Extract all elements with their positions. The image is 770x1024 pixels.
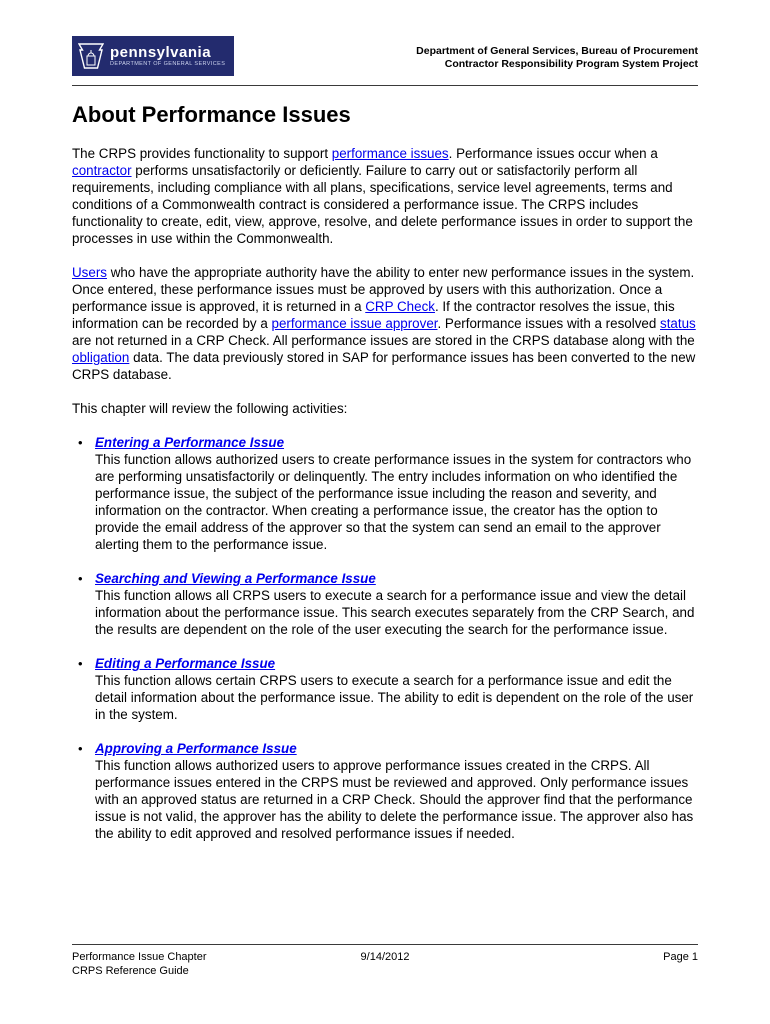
list-item-searching-viewing	[72, 570, 698, 638]
text-segment: The CRPS provides functionality to support	[72, 146, 332, 161]
link-searching-viewing-performance-issue[interactable]: Searching and Viewing a Performance Issue	[95, 571, 376, 586]
inline-link[interactable]: obligation	[72, 350, 130, 365]
footer-guide: CRPS Reference Guide	[72, 965, 189, 977]
header-dept-line2: Contractor Responsibility Program System Project	[444, 58, 698, 70]
text-segment: . Performance issues with a resolved	[437, 316, 661, 331]
link-approving-performance-issue[interactable]: Approving a Performance Issue	[95, 741, 297, 756]
footer-left	[72, 950, 281, 978]
paragraph-1	[72, 145, 698, 247]
document-body	[72, 145, 698, 842]
page-header	[72, 36, 698, 76]
inline-link[interactable]: CRP Check	[365, 299, 435, 314]
link-entering-performance-issue[interactable]: Entering a Performance Issue	[95, 435, 285, 450]
list-item-editing	[72, 655, 698, 723]
footer-date: 9/14/2012	[360, 951, 410, 963]
logo-title: pennsylvania	[110, 43, 212, 61]
paragraph-3: This chapter will review the following activities:	[72, 401, 348, 416]
bullet-icon: •	[78, 571, 83, 586]
page-title: About Performance Issues	[72, 102, 351, 127]
header-department-lines	[416, 45, 698, 71]
list-item-body: This function allows authorized users to create performance issues in the system for contractors who are performing unsatisfactorily or delinquently. The entry includes information on who identified the performance issue, the subject of the performance issue including the reason and severity, and information on the contractor. When creating a performance issue, the creator has the option to provide the email address of the approver so that the system can send an email to the approver alerting them to the performance issue.	[95, 452, 692, 552]
text-segment: performs unsatisfactorily or deficiently. Failure to carry out or satisfactorily perform all requirements, including compliance with all plans, specifications, service level agreements, terms and conditions of a Commonwealth contract is considered a performance issue. The CRPS includes functionality to create, edit, view, approve, resolve, and delete performance issues in order to support the processes in use within the Commonwealth.	[72, 163, 693, 246]
header-rule	[72, 85, 698, 86]
inline-link[interactable]: performance issues	[331, 146, 449, 161]
text-segment: data. The data previously stored in SAP for performance issues has been converted to the new CRPS database.	[72, 350, 696, 382]
text-segment: who have the appropriate authority have the ability to enter new performance issues in the system. Once entered, these performance issues must be approved by users with this authorization. Once a performance issue is approved, it is returned in a	[72, 265, 695, 314]
footer-page-number: Page 1	[663, 951, 699, 963]
keystone-building-icon	[78, 42, 104, 70]
list-item-approving	[72, 740, 698, 842]
inline-link[interactable]: status	[660, 316, 696, 331]
inline-link[interactable]: performance issue approver	[271, 316, 438, 331]
inline-link[interactable]: Users	[72, 265, 107, 280]
list-item-body: This function allows authorized users to approve performance issues created in the CRPS. All performance issues entered in the CRPS must be reviewed and approved. Only performance issues with an approved status are returned in a CRP Check. Should the approver find that the performance issue is not valid, the approver has the ability to delete the performance issue. The approver also has the ability to edit approved and resolved performance issues if needed.	[95, 758, 694, 841]
header-dept-line1: Department of General Services, Bureau of Procurement	[416, 45, 698, 57]
text-segment: . If the contractor resolves the issue, this information can be recorded by a	[72, 299, 675, 331]
bullet-icon: •	[78, 435, 83, 450]
activities-list	[72, 434, 698, 842]
inline-link[interactable]: contractor	[72, 163, 132, 178]
text-segment: . Performance issues occur when a	[448, 146, 658, 161]
bullet-icon: •	[78, 741, 83, 756]
page-footer	[72, 944, 698, 978]
footer-rule	[72, 944, 698, 945]
footer-chapter: Performance Issue Chapter	[72, 951, 207, 963]
link-editing-performance-issue[interactable]: Editing a Performance Issue	[95, 656, 276, 671]
logo-subtitle: DEPARTMENT OF GENERAL SERVICES	[110, 60, 226, 67]
list-item-body: This function allows all CRPS users to execute a search for a performance issue and view the detail information about the performance issue. This search executes separately from the CRP Search, and the results are dependent on the role of the user executing the search for the performance issue.	[95, 588, 695, 637]
paragraph-2	[72, 264, 698, 383]
list-item-entering	[72, 434, 698, 553]
pennsylvania-dgs-logo	[72, 36, 234, 76]
list-item-body: This function allows certain CRPS users to execute a search for a performance issue and edit the detail information about the performance issue. The ability to edit is dependent on the role of the user in the system.	[95, 673, 694, 722]
text-segment: are not returned in a CRP Check. All performance issues are stored in the CRPS database along with the	[72, 333, 695, 348]
bullet-icon: •	[78, 656, 83, 671]
